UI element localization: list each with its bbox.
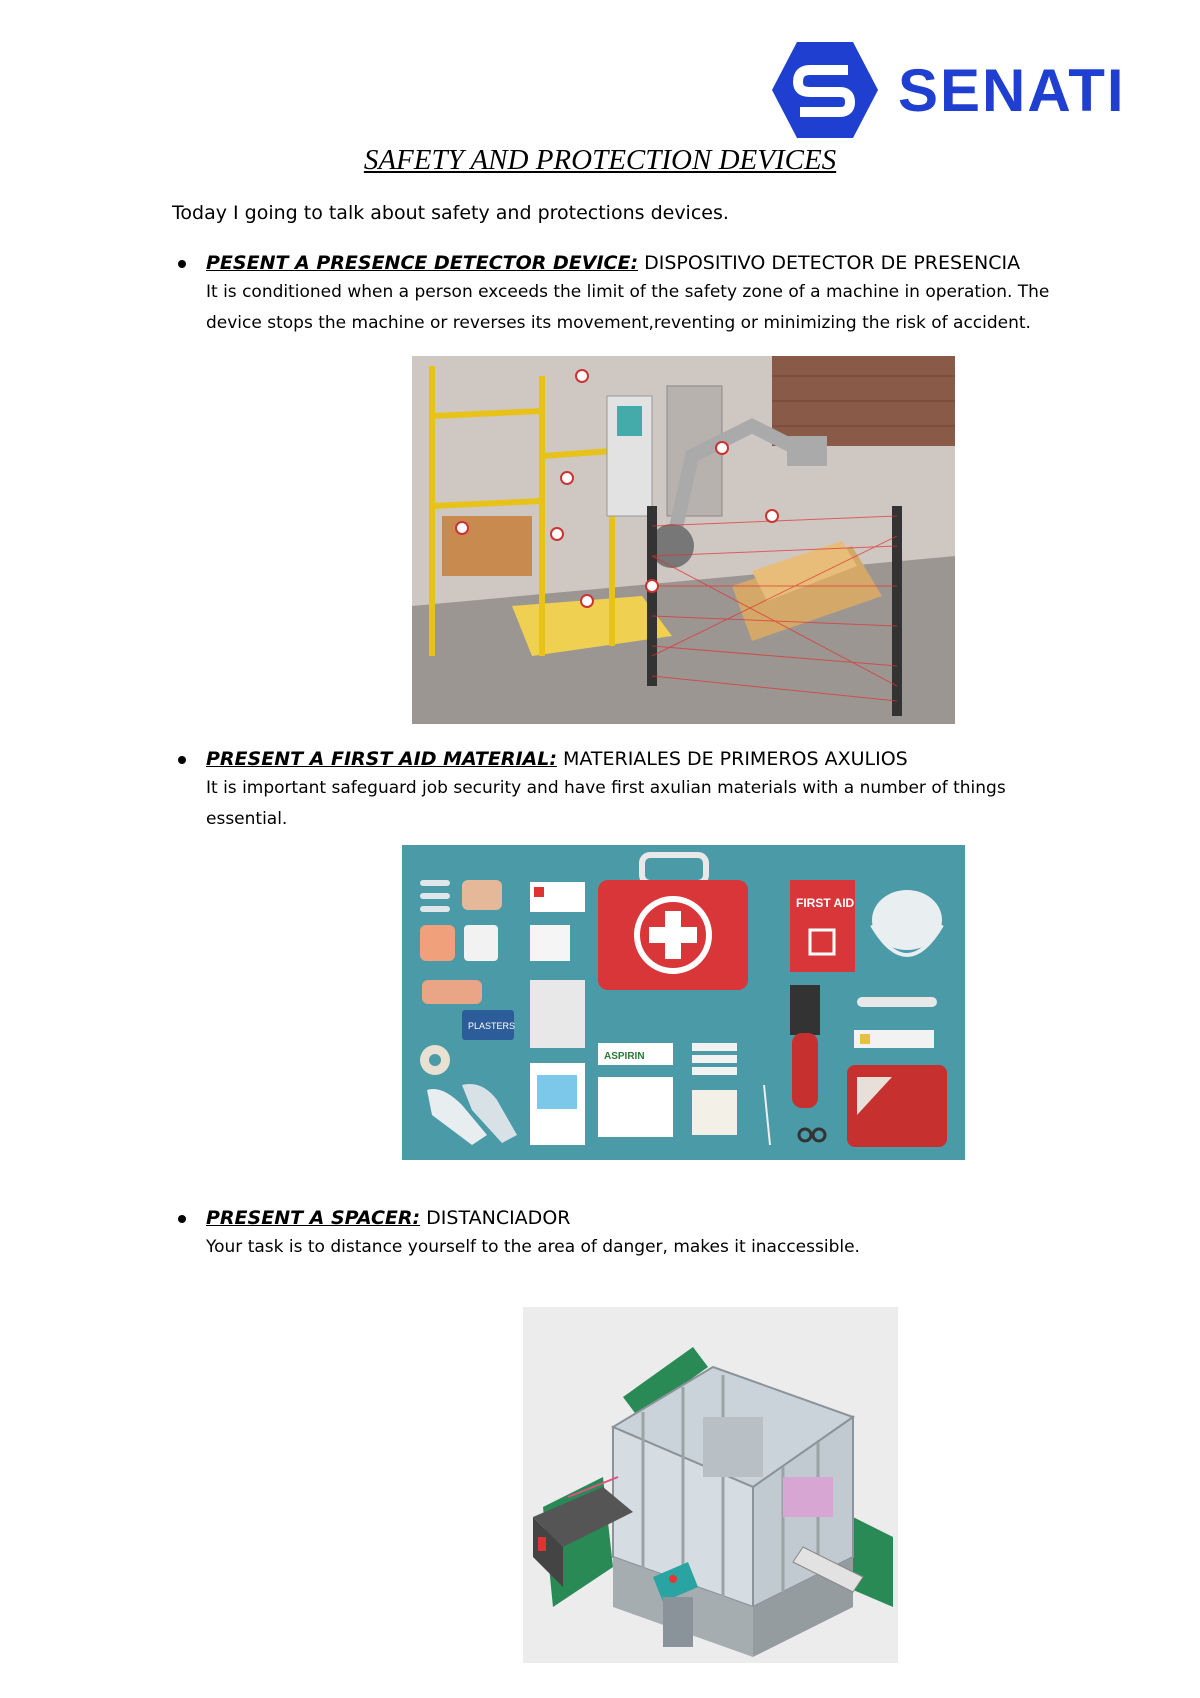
section-spacer <box>206 1204 1146 1263</box>
section-description-line: essential. <box>206 809 288 829</box>
senati-logo-icon <box>770 40 880 140</box>
section-description-line: device stops the machine or reverses its movement,reventing or minimizing the risk of accident. <box>206 313 1031 333</box>
section-heading <box>206 1204 1146 1232</box>
section-description-line: It is important safeguard job security and have first axulian materials with a number of things <box>206 778 1006 798</box>
section-description-line: Your task is to distance yourself to the area of danger, makes it inaccessible. <box>206 1237 860 1257</box>
aspirin-label: ASPIRIN <box>604 1051 645 1062</box>
spacer-image <box>523 1307 898 1663</box>
first-aid-label: FIRST AID <box>796 896 855 910</box>
section-translation: DISPOSITIVO DETECTOR DE PRESENCIA <box>638 252 1021 274</box>
senati-logo <box>770 40 1140 140</box>
section-heading <box>206 745 1146 773</box>
section-description-line: It is conditioned when a person exceeds the limit of the safety zone of a machine in operation. The <box>206 282 1050 302</box>
section-translation: DISTANCIADOR <box>420 1207 571 1229</box>
plasters-label: PLASTERS <box>468 1021 516 1031</box>
bullet <box>178 756 186 764</box>
bullet <box>178 260 186 268</box>
section-label: PRESENT A SPACER: <box>206 1207 421 1229</box>
section-first-aid <box>206 745 1146 835</box>
presence-detector-image <box>412 356 955 724</box>
intro-text: Today I going to talk about safety and protections devices. <box>172 202 729 224</box>
section-label: PESENT A PRESENCE DETECTOR DEVICE: <box>206 252 639 274</box>
section-heading <box>206 249 1146 277</box>
first-aid-image <box>402 845 965 1160</box>
section-translation: MATERIALES DE PRIMEROS AXULIOS <box>556 748 908 770</box>
section-presence-detector <box>206 249 1146 339</box>
bullet <box>178 1215 186 1223</box>
logo-text: SENATI <box>898 56 1126 124</box>
page-title: SAFETY AND PROTECTION DEVICES <box>363 144 837 176</box>
section-label: PRESENT A FIRST AID MATERIAL: <box>206 748 557 770</box>
